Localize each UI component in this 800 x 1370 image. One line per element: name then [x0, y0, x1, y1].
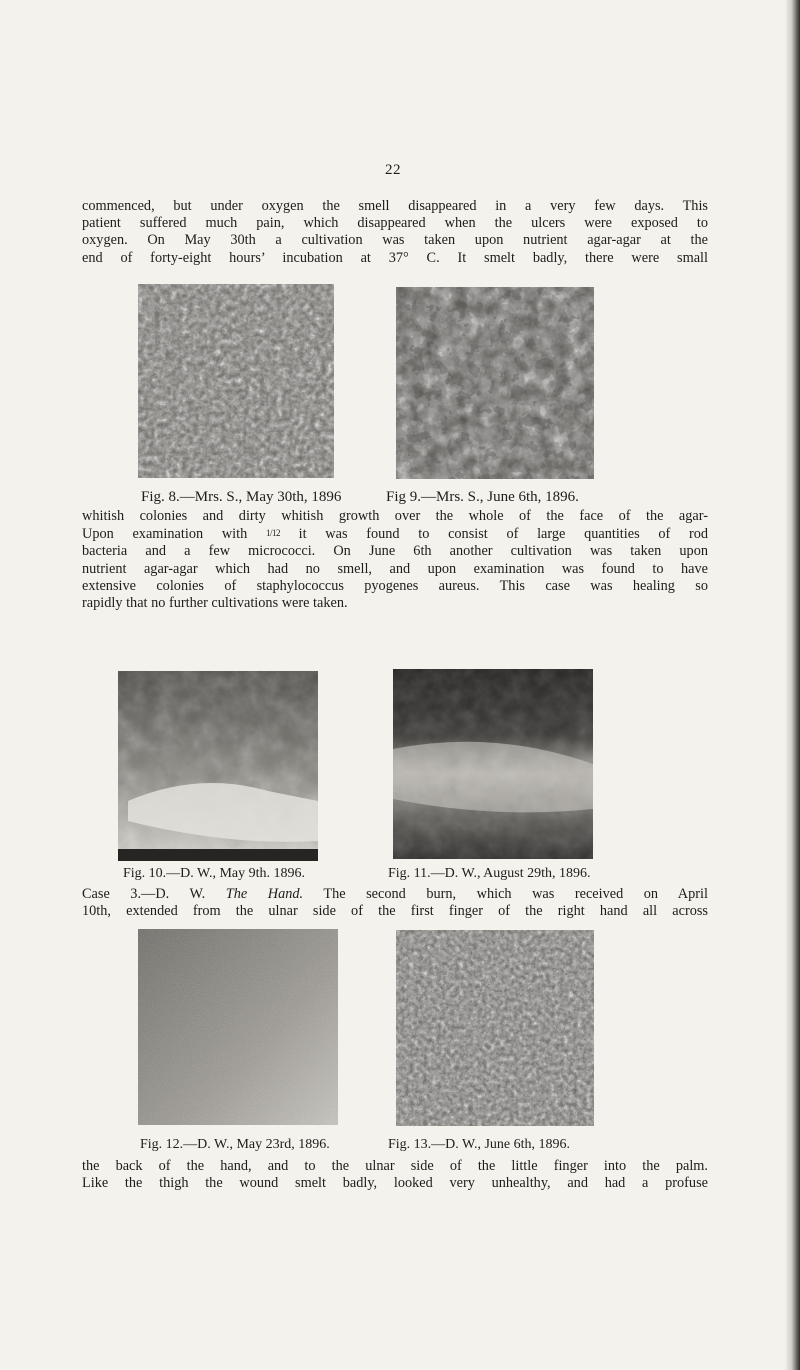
- text-line: commenced, but under oxygen the smell disappeared in a very few days. This: [82, 198, 708, 214]
- text-line: end of forty-eight hours’ incubation at 37° C. It smelt badly, there were small: [82, 249, 708, 266]
- text-line: [82, 886, 708, 903]
- text-line: rapidly that no further cultivations were taken.: [82, 595, 348, 612]
- paragraph-bottom: [82, 1158, 708, 1192]
- fraction: 1/12: [265, 528, 280, 539]
- page-number: 22: [385, 162, 401, 178]
- case-label: Case 3.—D. W.: [82, 886, 206, 902]
- text-fragment: it was found to consist of large quantities of rod: [298, 526, 709, 543]
- paragraph-top: [82, 198, 708, 267]
- figure-12-photo: [138, 929, 338, 1125]
- text-line: whitish colonies and dirty whitish growth over the whole of the face of the agar-: [82, 508, 708, 524]
- text-fragment: Upon examination with: [82, 526, 248, 543]
- figure-9-photo: [396, 287, 594, 479]
- figure-8-photo: [138, 284, 334, 478]
- text-line: patient suffered much pain, which disappeared when the ulcers were exposed to: [82, 215, 708, 232]
- text-line: oxygen. On May 30th a cultivation was taken upon nutrient agar-agar at the: [82, 232, 708, 249]
- text-line: extensive colonies of staphylococcus pyogenes aureus. This case was healing so: [82, 577, 708, 594]
- figure-11-photo: [393, 669, 593, 859]
- page-edge-shadow: [786, 0, 800, 1370]
- paragraph-case-3: [82, 886, 708, 920]
- figure-8-caption: Fig. 8.—Mrs. S., May 30th, 1896: [141, 489, 342, 505]
- text-line: bacteria and a few micrococci. On June 6th another cultivation was taken upon: [82, 543, 708, 560]
- figure-10-photo: [118, 671, 318, 861]
- figure-13-photo: [396, 930, 594, 1126]
- paragraph-middle: [82, 508, 708, 612]
- text-line: Like the thigh the wound smelt badly, looked very unhealthy, and had a profuse: [82, 1175, 708, 1192]
- figure-11-caption: Fig. 11.—D. W., August 29th, 1896.: [388, 866, 591, 881]
- text-line: the back of the hand, and to the ulnar side of the little finger into the palm.: [82, 1158, 708, 1174]
- text-line: 10th, extended from the ulnar side of the first finger of the right hand all across: [82, 903, 708, 920]
- figure-10-caption: Fig. 10.—D. W., May 9th. 1896.: [123, 866, 306, 881]
- figure-12-caption: Fig. 12.—D. W., May 23rd, 1896.: [140, 1137, 330, 1152]
- text-fragment: The second burn, which was received on April: [323, 886, 708, 902]
- text-line: [82, 525, 708, 543]
- text-line: nutrient agar-agar which had no smell, and upon examination was found to have: [82, 560, 708, 577]
- case-title: The Hand.: [225, 886, 304, 902]
- figure-9-caption: Fig 9.—Mrs. S., June 6th, 1896.: [386, 489, 579, 505]
- figure-13-caption: Fig. 13.—D. W., June 6th, 1896.: [388, 1137, 571, 1152]
